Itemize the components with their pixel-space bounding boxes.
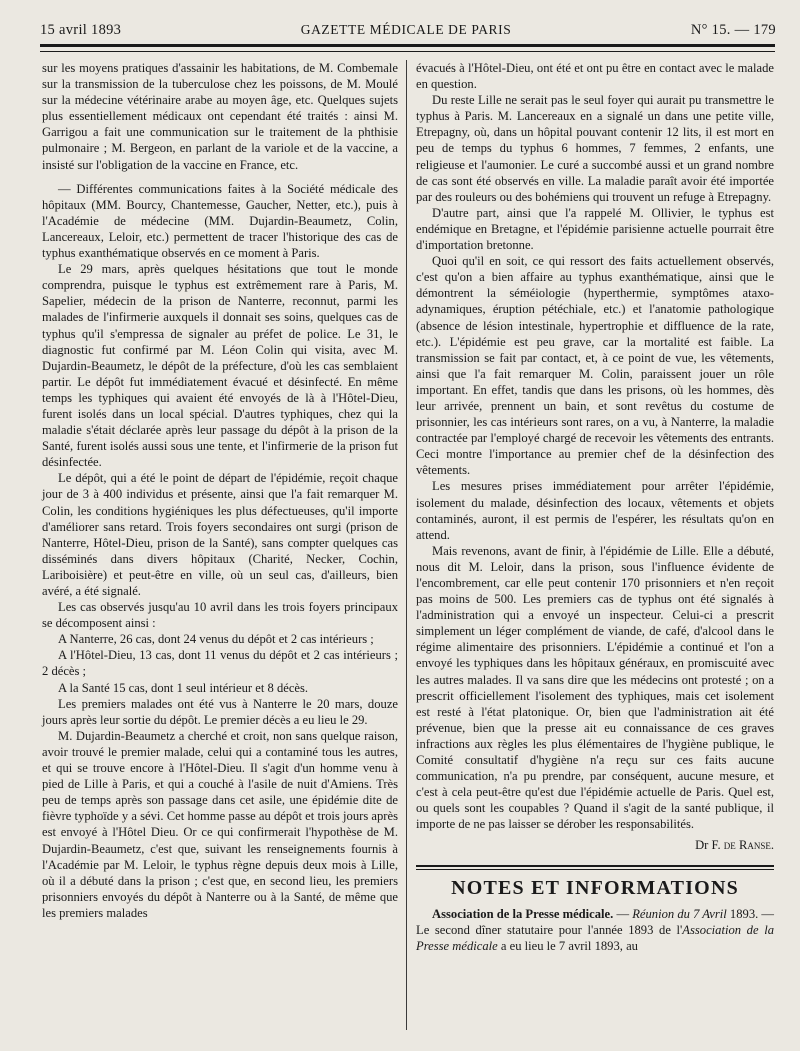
right-column	[416, 60, 774, 954]
paragraph: M. Dujardin-Beaumetz a cherché et croit, non sans quelque raison, avoir trouvé le premier malade, celui qui a contaminé tous les autres, et qui se trouve encore à l'Hôtel-Dieu. Il s'agit d'un homme venu à pied de Lille à Paris, et qui a couché à l'asile de nuit d'Amiens. Très peu de temps après son passage dans cet asile, une épidémie dite de fièvre typhoïde y a sévi. Cet homme passe au dépôt et trois jours après est envoyé à l'Hôtel Dieu. Or ce qui confirmerait l'hypothèse de M. Dujardin-Beaumetz, c'est que, suivant les renseignements fournis à l'Académie par M. Leloir, le typhus règne depuis deux mois à Lille, où il a débuté dans la prison ; c'est que, en second lieu, les premiers prisonniers envoyés du dépôt à Nanterre ou à la Santé, de même que les premiers malades	[42, 728, 398, 920]
paragraph: évacués à l'Hôtel-Dieu, ont été et ont pu être en contact avec le malade en question.	[416, 61, 774, 92]
paragraph: A la Santé 15 cas, dont 1 seul intérieur et 8 décès.	[58, 680, 309, 695]
paragraph: Quoi qu'il en soit, ce qui ressort des faits actuellement observés, c'est qu'on a bien affaire au typhus exanthématique, ainsi que le démontrent la séméiologie (hyperthermie, symptômes ataxo-adynamiques, éruption pétéchiale, etc.) et l'anatomie pathologique (absence de lésion intestinale, hypertrophie et diffluence de la rate, etc.). L'épidémie est peu grave, car la mortalité est faible. La transmission se fait par contact, et, à ce point de vue, les vêtements, ainsi que l'a fait remarquer M. Colin, paraissent jouer un rôle important. En effet, tandis que dans les prisons, où les hommes, dès leur arrivée, prennent un bain, et sont revêtus du costume de prisonnier, les cas intérieurs sont rares, on a vu, à Nanterre, la maladie contractée par l'employé chargé de recevoir les vêtements des entrants. Ceci montre l'importance au premier chef de la désinfection des vêtements.	[416, 254, 774, 478]
header-page-number: N° 15. — 179	[690, 21, 776, 38]
notes-text-3: a eu lieu le 7 avril 1893, au	[497, 938, 638, 953]
paragraph: Du reste Lille ne serait pas le seul foyer qui aurait pu transmettre le typhus à Paris. M. Lancereaux en a signalé un dans une petite ville, Etrepagny, où, dans un hôpital pouvant contenir 12 lits, il est mort en peu de temps du typhus 6 hommes, 7 femmes, 2 enfants, une religieuse et l'aumonier. Le curé a succombé aussi et un grand nombre de cas sont été observés en ville. La maladie paraît avoir été importée par des rouleurs ou des bohémiens qui trouvent un refuge à Etrepagny.	[416, 93, 774, 204]
header-rule-thick	[40, 44, 775, 47]
section-heading: NOTES ET INFORMATIONS	[451, 876, 739, 899]
paragraph: Le 29 mars, après quelques hésitations que tout le monde comprendra, puisque le typhus est extrêmement rare à Paris, M. Sapelier, médecin de la prison de Nanterre, reconnut, parmi les malades de l'infirmerie auxquels il donnait ses soins, quelques cas de typhus qu'il s'empressa de signaler au préfet de police. Le 31, le diagnostic fut confirmé par M. Léon Colin qui visita, avec M. Dujardin-Beaumetz, le dépôt de la préfecture, d'où les cas semblaient partir. Le dépôt fut immédiatement évacué et désinfecté. En même temps les typhiques qui avaient été envoyés de là à l'Hôtel-Dieu, furent isolés dans un local spécial. D'autres typhiques, chez qui la maladie s'était déclarée après leur passage du dépôt à la prison de la Santé, furent isolés aussi sous une tente, et l'infirmerie de la prison fut désinfectée.	[42, 262, 398, 470]
paragraph: Mais revenons, avant de finir, à l'épidémie de Lille. Elle a débuté, nous dit M. Leloir, dans la prison, sous l'influence évidente de l'encombrement, car elle peut contenir 170 prisonniers et n'en reçoit pas moins de 500. Les premiers cas de typhus ont été signalés à l'administration qui a envoyé un inspecteur. Celui-ci a prescrit simplement un léger complément de viande, de café, d'alcool dans le régime alimentaire des prisonniers. L'épidémie a continué et l'on a envoyé les typhiques dans les hôpitaux généraux, en promiscuité avec les autres malades. Il va sans dire que les médecins ont protesté ; on a prescrit officiellement l'isolement des typhiques, mais cet isolement est resté à l'état platonique. Or, bien que l'administration ait été prévenue, bien que la presse ait eu connaissance de ces graves infractions aux règles les plus élémentaires de l'hygiène publique, le Comité consultatif d'hygiène n'a reçu sur ces faits aucune communication, n'a pu prendre, par conséquent, aucune mesure, et c'est à cela peut-être qu'est due l'épidémie actuelle de Paris. Quel est, ou quels sont les coupables ? Quand il s'agit de la santé publique, il importe de ne pas laisser se dérober les responsabilités.	[416, 543, 774, 832]
paragraph: Les premiers malades ont été vus à Nanterre le 20 mars, douze jours après leur sortie du dépôt. Le premier décès a eu lieu le 29.	[42, 696, 398, 727]
paragraph: D'autre part, ainsi que l'a rappelé M. Ollivier, le typhus est endémique en Bretagne, et l'épidémie parisienne actuelle pourrait être d'importation bretonne.	[416, 205, 774, 253]
signature-name: de Ranse.	[723, 837, 774, 852]
notes-association-name: Association de la Presse médicale	[416, 922, 774, 953]
header-rule-thin	[40, 51, 775, 52]
paragraph: sur les moyens pratiques d'assainir les habitations, de M. Combemale sur la transmission de la tuberculose chez les poissons, de M. Moulé sur la médecine vétérinaire arabe au moyen âge, etc. Quelques sujets plus essentiellement médicaux ont cependant été traités : ainsi M. Garrigou a fait une communication sur le traitement de la phthisie pulmonaire ; M. Bergeon, en parlant de la variole et de la vaccine, a insisté sur l'obligation de la vaccine en France, etc.	[42, 61, 398, 172]
header-journal-title: GAZETTE MÉDICALE DE PARIS	[300, 22, 512, 37]
header-date: 15 avril 1893	[40, 21, 122, 38]
column-divider	[406, 60, 407, 1030]
paragraph: Le dépôt, qui a été le point de départ de l'épidémie, reçoit chaque jour de 3 à 400 individus et présente, ainsi que l'a fait remarquer M. Colin, les conditions hygiéniques les plus défectueuses, qu'il importe d'améliorer sans retard. Trois foyers secondaires ont surgi (prison de Nanterre, Hôtel-Dieu, prison de la Santé), sans compter quelques cas disséminés dans divers hôpitaux (Charité, Necker, Cochin, Lariboisière) et peut-être en ville, où un seul cas, d'ailleurs, bien avéré, a été signalé.	[42, 471, 398, 598]
page-header	[40, 18, 776, 42]
notes-dash: —	[613, 906, 633, 921]
paragraph: Les cas observés jusqu'au 10 avril dans les trois foyers principaux se décomposent ainsi :	[42, 600, 398, 631]
author-signature	[416, 837, 774, 853]
section-rule-thin	[416, 869, 774, 870]
paragraph: — Différentes communications faites à la Société médicale des hôpitaux (MM. Bourcy, Chantemesse, Gaucher, Netter, etc.), puis à l'Académie de médecine (MM. Dujardin-Beaumetz, Colin, Lancereaux, Leloir, etc.) permettent de tracer l'historique des cas de typhus exanthématique observés en ce moment à Paris.	[42, 181, 398, 261]
notes-text-1: 1893. — Le second dîner statutaire pour l'année 1893 de l'	[416, 906, 775, 937]
paragraph: A l'Hôtel-Dieu, 13 cas, dont 11 venus du dépôt et 2 cas intérieurs ; 2 décès ;	[42, 648, 398, 679]
notes-paragraph	[416, 906, 774, 954]
paragraph: Les mesures prises immédiatement pour arrêter l'épidémie, isolement du malade, désinfection des locaux, vêtements et objets contaminés, auront, il est permis de l'espérer, les résultats qu'on en attend.	[416, 479, 774, 542]
left-column	[42, 60, 398, 921]
notes-lead-title: Association de la Presse médicale.	[432, 906, 614, 921]
section-rule-thick	[416, 865, 774, 867]
paragraph: A Nanterre, 26 cas, dont 24 venus du dépôt et 2 cas intérieurs ;	[58, 632, 374, 647]
signature-prefix: Dr F.	[695, 837, 724, 852]
notes-meeting-date: Réunion du 7 Avril	[632, 906, 727, 921]
